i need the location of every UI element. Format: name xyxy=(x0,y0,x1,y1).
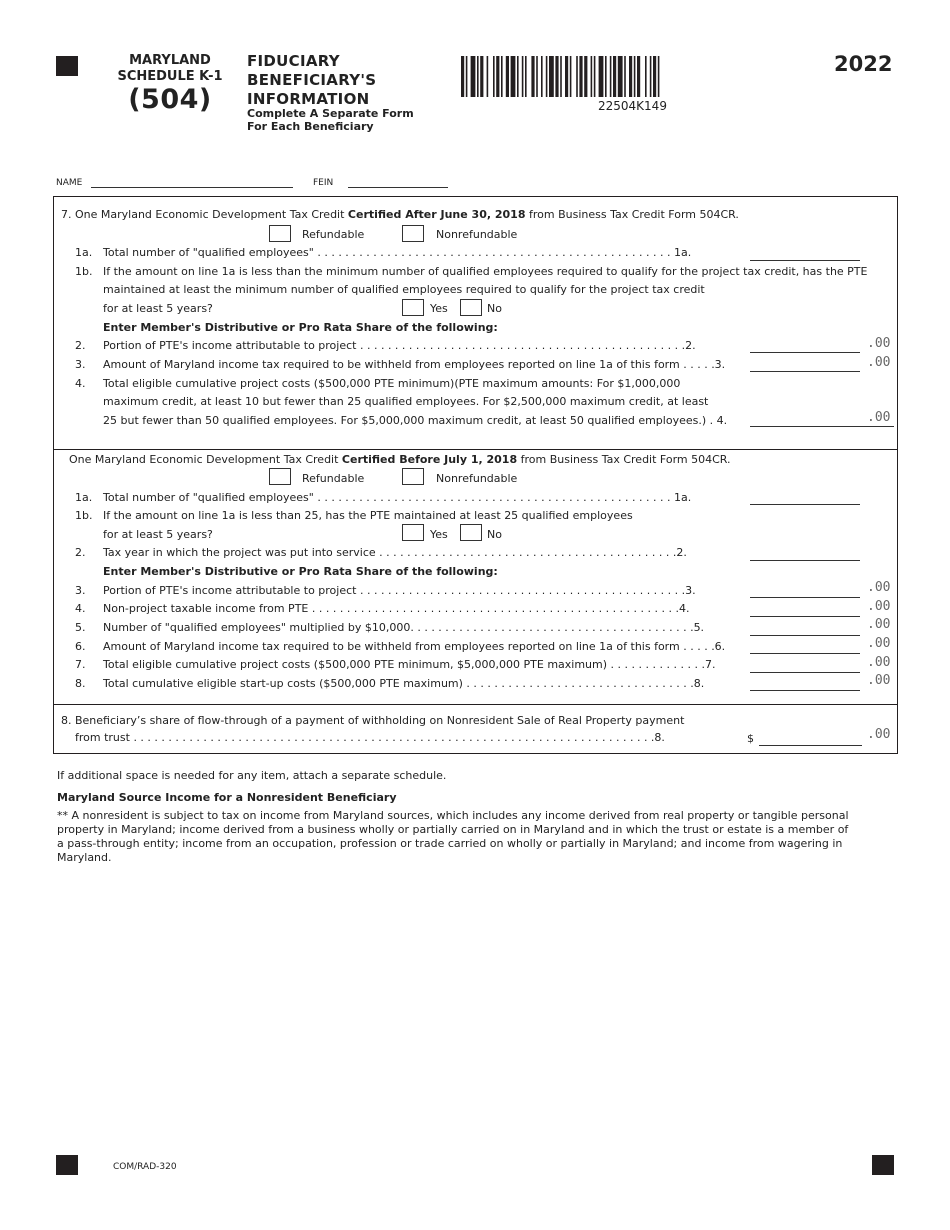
line-7-number: 7. xyxy=(75,658,86,671)
line-7-input[interactable] xyxy=(750,672,860,673)
section-8-text-2: from trust . . . . . . . . . . . . . . . . . . . . . . . . . . . . . . . . . . . . . . . . . . . . . . . . . . . . . . . . . . . . . . . . . . . . . . . . . . .8. xyxy=(75,731,665,744)
form-number: (504) xyxy=(128,84,212,115)
section-8-dollar-sign: $ xyxy=(747,732,754,745)
line-1b-no-checkbox[interactable] xyxy=(460,299,482,316)
registration-mark-top-left xyxy=(56,56,78,76)
section-7a-heading: 7. One Maryland Economic Development Tax Credit Certified After June 30, 2018 from Business Tax Credit Form 504CR. xyxy=(61,208,739,221)
line-6-text: Amount of Maryland income tax required to be withheld from employees reported on line 1a of this form . . . . .6. xyxy=(103,640,726,653)
line-7-cents: .00 xyxy=(867,655,891,670)
line-5-text: Number of "qualified employees" multiplied by $10,000. . . . . . . . . . . . . . . . . . . . . . . . . . . . . . . . . . . . . . . . .5. xyxy=(103,621,705,634)
line-6-input[interactable] xyxy=(750,653,860,654)
line-6-number: 6. xyxy=(75,640,86,653)
section-8-cents: .00 xyxy=(867,727,891,742)
source-income-line-4: Maryland. xyxy=(57,851,112,864)
line-7-text: Total eligible cumulative project costs ($500,000 PTE minimum, $5,000,000 PTE maximum) . . . . . . . . . . . . . .7. xyxy=(103,658,716,671)
state-label: MARYLAND xyxy=(129,53,211,68)
line-1b-number: 1b. xyxy=(75,509,93,522)
section-8-text-1: 8. Beneficiary’s share of flow-through of a payment of withholding on Nonresident Sale of Real Property payment xyxy=(61,714,685,727)
line-1b-no-checkbox[interactable] xyxy=(460,524,482,541)
source-income-line-1: ** A nonresident is subject to tax on income from Maryland sources, which includes any income derived from real property or tangible personal xyxy=(57,809,849,822)
additional-space-note: If additional space is needed for any item, attach a separate schedule. xyxy=(57,769,447,782)
section-8-withholding xyxy=(53,704,898,754)
line-8-text: Total cumulative eligible start-up costs ($500,000 PTE maximum) . . . . . . . . . . . . . . . . . . . . . . . . . . . . . . . . .8. xyxy=(103,677,705,690)
line-1b-yes-checkbox[interactable] xyxy=(402,524,424,541)
line-1b-yes-label: Yes xyxy=(430,528,448,541)
form-title-line-1: FIDUCIARY xyxy=(247,52,340,70)
tax-year: 2022 xyxy=(834,52,893,76)
fein-field[interactable] xyxy=(348,187,448,188)
line-1b-yes-label: Yes xyxy=(430,302,448,315)
form-title-line-3: INFORMATION xyxy=(247,90,370,108)
line-3-text: Portion of PTE's income attributable to project . . . . . . . . . . . . . . . . . . . . . . . . . . . . . . . . . . . . . . . . . . . . . . .3. xyxy=(103,584,696,597)
refundable-label: Refundable xyxy=(302,472,365,485)
line-2-input[interactable] xyxy=(750,560,860,561)
line-5-number: 5. xyxy=(75,621,86,634)
line-1b-text-1: If the amount on line 1a is less than the minimum number of qualified employees required to qualify for the project tax credit, has the PTE xyxy=(103,265,868,278)
line-1b-text-2: maintained at least the minimum number of qualified employees required to qualify for the project tax credit xyxy=(103,283,705,296)
line-3-text: Amount of Maryland income tax required to be withheld from employees reported on line 1a of this form . . . . .3. xyxy=(103,358,726,371)
line-2-text: Tax year in which the project was put into service . . . . . . . . . . . . . . . . . . . . . . . . . . . . . . . . . . . . . . . . . . .2. xyxy=(103,546,687,559)
line-4-input[interactable] xyxy=(750,426,894,427)
nonrefundable-label: Nonrefundable xyxy=(436,228,518,241)
line-4-text: Non-project taxable income from PTE . . . . . . . . . . . . . . . . . . . . . . . . . . . . . . . . . . . . . . . . . . . . . . . . . . . . .4. xyxy=(103,602,690,615)
line-1a-number: 1a. xyxy=(75,246,93,259)
refundable-label: Refundable xyxy=(302,228,365,241)
source-income-line-2: property in Maryland; income derived from a business wholly or partially carried on in Maryland and in which the trust or estate is a member of xyxy=(57,823,849,836)
line-4-cents: .00 xyxy=(867,410,891,425)
section-7-before-2018 xyxy=(53,449,898,705)
source-income-line-3: a pass-through entity; income from an occupation, profession or trade carried on wholly or partially in Maryland; and income from wagering in xyxy=(57,837,843,850)
line-1b-yes-checkbox[interactable] xyxy=(402,299,424,316)
line-1a-input[interactable] xyxy=(750,260,860,261)
section-8-input[interactable] xyxy=(759,745,862,746)
line-4-number: 4. xyxy=(75,602,86,615)
line-1b-no-label: No xyxy=(487,302,502,315)
schedule-label: SCHEDULE K-1 xyxy=(117,69,223,84)
line-4-text-1: Total eligible cumulative project costs ($500,000 PTE minimum)(PTE maximum amounts: For $1,000,000 xyxy=(103,377,681,390)
line-1a-input[interactable] xyxy=(750,504,860,505)
line-4-input[interactable] xyxy=(750,616,860,617)
nonrefundable-checkbox[interactable] xyxy=(402,468,424,485)
name-label: NAME xyxy=(56,178,83,188)
line-3-number: 3. xyxy=(75,358,86,371)
nonrefundable-checkbox[interactable] xyxy=(402,225,424,242)
line-3-number: 3. xyxy=(75,584,86,597)
form-code: COM/RAD-320 xyxy=(113,1162,177,1172)
line-2-cents: .00 xyxy=(867,336,891,351)
line-4-text-2: maximum credit, at least 10 but fewer than 25 qualified employees. For $2,500,000 maximum credit, at least xyxy=(103,395,709,408)
form-title-line-2: BENEFICIARY'S xyxy=(247,71,377,89)
line-2-input[interactable] xyxy=(750,352,860,353)
line-1b-no-label: No xyxy=(487,528,502,541)
name-field[interactable] xyxy=(91,187,293,188)
refundable-checkbox[interactable] xyxy=(269,468,291,485)
registration-mark-bottom-right xyxy=(872,1155,894,1175)
registration-mark-bottom-left xyxy=(56,1155,78,1175)
line-1b-text-2: for at least 5 years? xyxy=(103,528,213,541)
line-4-number: 4. xyxy=(75,377,86,390)
line-5-input[interactable] xyxy=(750,635,860,636)
line-1b-text-3: for at least 5 years? xyxy=(103,302,213,315)
line-2-number: 2. xyxy=(75,339,86,352)
line-8-input[interactable] xyxy=(750,690,860,691)
refundable-checkbox[interactable] xyxy=(269,225,291,242)
line-5-cents: .00 xyxy=(867,617,891,632)
line-3-cents: .00 xyxy=(867,355,891,370)
fein-label: FEIN xyxy=(313,178,334,188)
line-1a-text: Total number of "qualified employees" . . . . . . . . . . . . . . . . . . . . . . . . . . . . . . . . . . . . . . . . . . . . . . . . . . . 1a. xyxy=(103,491,692,504)
nonrefundable-label: Nonrefundable xyxy=(436,472,518,485)
form-subtitle-line-1: Complete A Separate Form xyxy=(247,107,414,120)
section-7-after-2018 xyxy=(53,196,898,450)
line-1b-number: 1b. xyxy=(75,265,93,278)
source-income-heading: Maryland Source Income for a Nonresident Beneficiary xyxy=(57,791,397,804)
line-2-text: Portion of PTE's income attributable to project . . . . . . . . . . . . . . . . . . . . . . . . . . . . . . . . . . . . . . . . . . . . . . .2. xyxy=(103,339,696,352)
line-1b-text-1: If the amount on line 1a is less than 25, has the PTE maintained at least 25 qualified employees xyxy=(103,509,633,522)
line-1a-text: Total number of "qualified employees" . . . . . . . . . . . . . . . . . . . . . . . . . . . . . . . . . . . . . . . . . . . . . . . . . . . 1a. xyxy=(103,246,692,259)
barcode xyxy=(461,56,797,97)
line-4-cents: .00 xyxy=(867,599,891,614)
section-7b-heading: One Maryland Economic Development Tax Credit Certified Before July 1, 2018 from Business Tax Credit Form 504CR. xyxy=(69,453,731,466)
line-1a-number: 1a. xyxy=(75,491,93,504)
barcode-number: 22504K149 xyxy=(598,99,667,113)
form-subtitle-line-2: For Each Beneficiary xyxy=(247,120,374,133)
line-3-input[interactable] xyxy=(750,371,860,372)
enter-share-heading: Enter Member's Distributive or Pro Rata Share of the following: xyxy=(103,321,498,334)
line-6-cents: .00 xyxy=(867,636,891,651)
line-2-number: 2. xyxy=(75,546,86,559)
enter-share-heading: Enter Member's Distributive or Pro Rata Share of the following: xyxy=(103,565,498,578)
line-3-cents: .00 xyxy=(867,580,891,595)
line-8-number: 8. xyxy=(75,677,86,690)
line-4-text-3: 25 but fewer than 50 qualified employees. For $5,000,000 maximum credit, at least 50 qualified employees.) . 4. xyxy=(103,414,728,427)
line-8-cents: .00 xyxy=(867,673,891,688)
line-3-input[interactable] xyxy=(750,597,860,598)
